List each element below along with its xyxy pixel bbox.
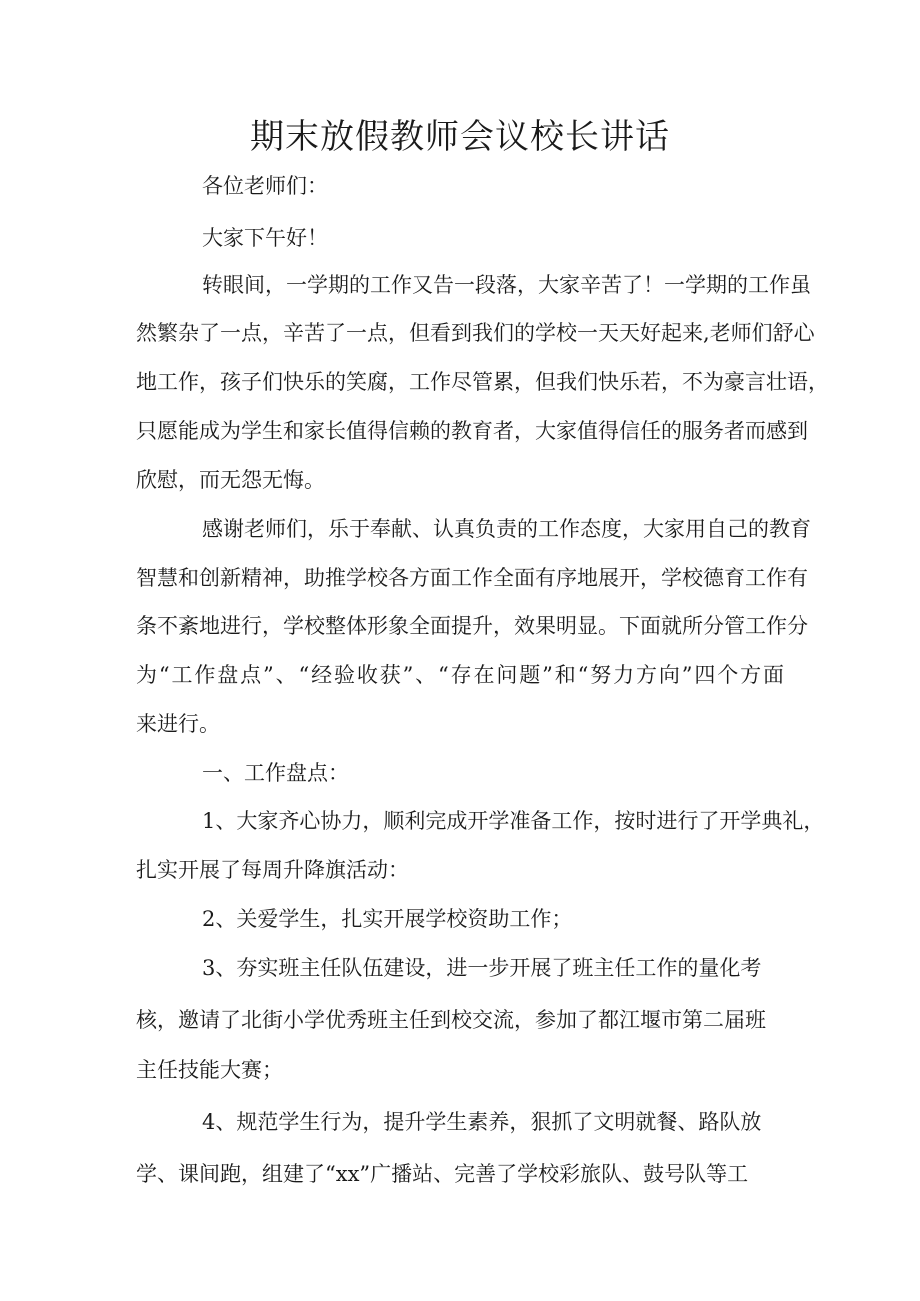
item-line: 1、大家齐心协力，顺利完成开学准备工作，按时进行了开学典礼， [202,809,825,833]
section-heading: 一、工作盘点： [202,761,349,785]
greeting: 各位老师们： [202,174,328,198]
paragraph-line: 转眼间，一学期的工作又告一段落，大家辛苦了！一学期的工作虽 [202,273,811,297]
salutation: 大家下午好！ [202,226,328,250]
paragraph-line: 感谢老师们，乐于奉献、认真负责的工作态度，大家用自己的教育 [202,517,811,541]
item-line: 4、规范学生行为，提升学生素养，狠抓了文明就餐、路队放 [202,1110,762,1134]
item-line: 核，邀请了北街小学优秀班主任到校交流，参加了都江堰市第二届班 [136,1008,766,1032]
paragraph-line: 欣慰，而无怨无悔。 [136,468,325,492]
paragraph-line: 来进行。 [136,712,220,736]
item-line: 2、关爱学生，扎实开展学校资助工作； [202,907,573,931]
paragraph-line: 智慧和创新精神，助推学校各方面工作全面有序地展开，学校德育工作有 [136,566,808,590]
paragraph-line: 然繁杂了一点，辛苦了一点，但看到我们的学校一天天好起来,老师们舒心 [136,321,815,345]
item-line: 3、夯实班主任队伍建设，进一步开展了班主任工作的量化考 [202,956,762,980]
item-line: 扎实开展了每周升降旗活动： [136,858,409,882]
paragraph-line: 只愿能成为学生和家长值得信赖的教育者，大家值得信任的服务者而感到 [136,419,808,443]
item-line: 学、课间跑，组建了“xx”广播站、完善了学校彩旅队、鼓号队等工 [136,1162,749,1186]
paragraph-line: 地工作，孩子们快乐的笑腐，工作尽管累，但我们快乐若，不为豪言壮语， [136,370,829,394]
document-title: 期末放假教师会议校长讲话 [250,117,670,157]
item-line: 主任技能大赛； [136,1058,283,1082]
paragraph-line: 条不紊地进行，学校整体形象全面提升，效果明显。下面就所分管工作分 [136,614,808,638]
paragraph-line: 为“工作盘点”、“经验收获”、“存在问题”和“努力方向”四个方面 [136,663,784,687]
